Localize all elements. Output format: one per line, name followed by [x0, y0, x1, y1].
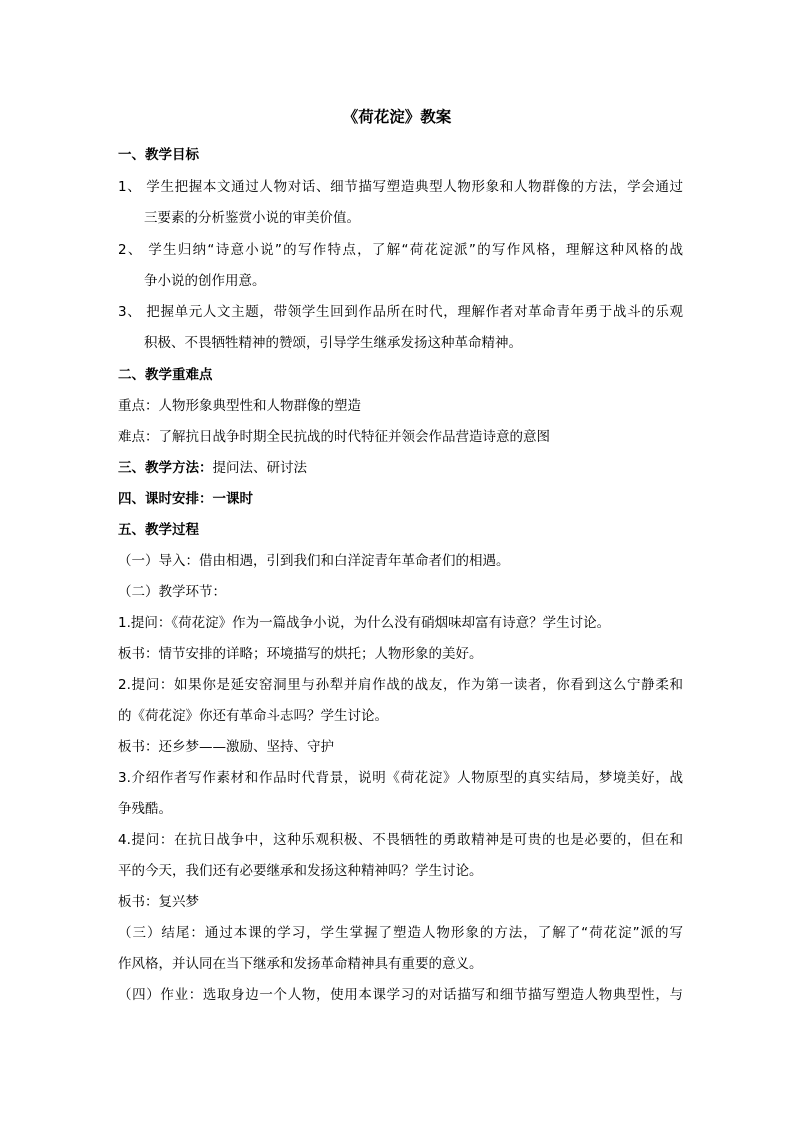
difficult-point-text: 难点：了解抗日战争时期全民抗战的时代特征并领会作品营造诗意的意图: [118, 429, 550, 445]
document-title: 《荷花淀》教案: [342, 108, 452, 126]
process-board-note-4: 板书：复兴梦: [118, 894, 199, 910]
process-intro: （一）导入：借由相遇，引到我们和白洋淀青年革命者们的相遇。: [118, 553, 510, 569]
process-question-2-line-2: 的《荷花淀》你还有革命斗志吗？学生讨论。: [118, 708, 388, 724]
schedule-heading: 四、课时安排：一课时: [118, 491, 253, 507]
process-board-note-1: 板书：情节安排的详略；环境描写的烘托；人物形象的美好。: [118, 646, 483, 662]
objective-item-1-line-1: 1、 学生把握本文通过人物对话、细节描写塑造典型人物形象和人物群像的方法，学会通过: [118, 179, 683, 195]
process-step-3-line-2: 争残酷。: [118, 801, 172, 817]
objective-item-3-line-2: 积极、不畏牺牲精神的赞颂，引导学生继承发扬这种革命精神。: [144, 335, 522, 351]
methods-value: 提问法、研讨法: [212, 460, 307, 476]
objective-item-2-line-1: 2、 学生归纳“诗意小说”的写作特点，了解“荷花淀派”的写作风格，理解这种风格的战: [118, 242, 683, 258]
objective-item-3-line-1: 3、 把握单元人文主题，带领学生回到作品所在时代，理解作者对革命青年勇于战斗的乐观: [118, 304, 683, 320]
process-ending-line-1: （三）结尾：通过本课的学习，学生掌握了塑造人物形象的方法，了解了“荷花淀”派的写: [118, 925, 683, 941]
process-step-3-line-1: 3.介绍作者写作素材和作品时代背景，说明《荷花淀》人物原型的真实结局，梦境美好，战: [118, 770, 683, 786]
objective-item-1-line-2: 三要素的分析鉴赏小说的审美价值。: [144, 210, 360, 226]
section-heading-key-points: 二、教学重难点: [118, 367, 213, 383]
section-heading-objectives: 一、教学目标: [118, 147, 199, 163]
process-question-1: 1.提问：《荷花淀》作为一篇战争小说，为什么没有硝烟味却富有诗意？学生讨论。: [118, 615, 611, 631]
process-homework-line-1: （四）作业：选取身边一个人物，使用本课学习的对话描写和细节描写塑造人物典型性，与: [118, 987, 683, 1003]
methods-row: [118, 458, 683, 478]
process-question-2-line-1: 2.提问：如果你是延安窑洞里与孙犁并肩作战的战友，作为第一读者，你看到这么宁静柔和: [118, 677, 683, 693]
key-point-text: 重点：人物形象典型性和人物群像的塑造: [118, 398, 361, 414]
process-board-note-2: 板书：还乡梦——激励、坚持、守护: [118, 739, 334, 755]
process-question-4-line-1: 4.提问：在抗日战争中，这种乐观积极、不畏牺牲的勇敢精神是可贵的也是必要的，但在和: [118, 832, 683, 848]
process-ending-line-2: 作风格，并认同在当下继承和发扬革命精神具有重要的意义。: [118, 956, 483, 972]
process-steps-heading: （二）教学环节：: [118, 584, 226, 600]
section-heading-process: 五、教学过程: [118, 522, 199, 538]
methods-label: 三、教学方法：: [118, 460, 213, 476]
process-question-4-line-2: 平的今天，我们还有必要继承和发扬这种精神吗？学生讨论。: [118, 863, 483, 879]
objective-item-2-line-2: 争小说的创作用意。: [144, 273, 266, 289]
